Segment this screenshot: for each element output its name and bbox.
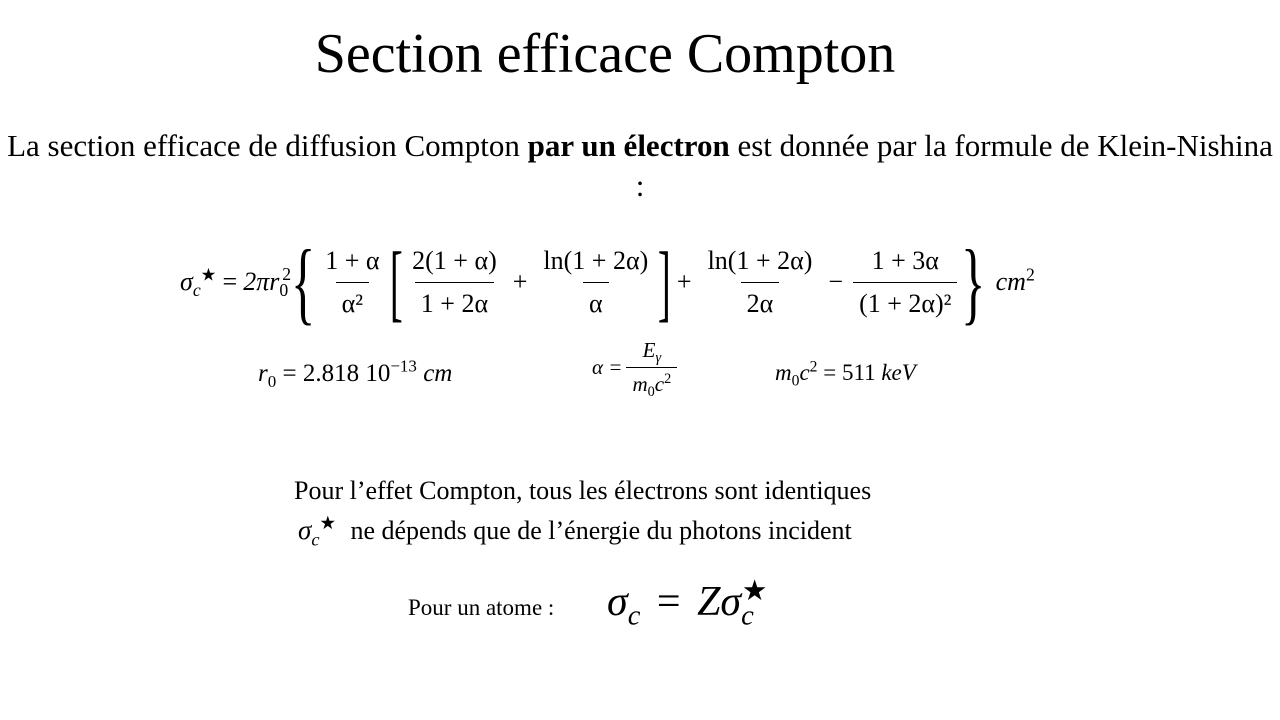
- note-identical-electrons: Pour l’effet Compton, tous les électrons sont identiques: [294, 476, 872, 505]
- alpha-fraction: $\frac{E_\gamma}{m_0c^2}$: [626, 338, 677, 397]
- left-bracket: [: [389, 234, 403, 330]
- plus-sign-1: +: [512, 267, 528, 296]
- right-bracket: ]: [658, 234, 672, 330]
- coefficient: $2\pi r_0^2$: [243, 264, 292, 301]
- equals-sign: =: [222, 267, 238, 296]
- atom-label: Pour un atome :: [408, 595, 555, 620]
- right-brace: }: [961, 231, 986, 333]
- note-energy-text: ne dépends que de l’énergie du photons incident: [350, 516, 852, 545]
- plus-sign-2: +: [676, 267, 692, 296]
- note-energy-dependence: [298, 513, 852, 550]
- alpha-definition: α = $\frac{E_\gamma}{m_0c^2}$: [592, 338, 681, 397]
- intro-bold-text: par un électron: [527, 128, 730, 163]
- intro-text-start: La section efficace de diffusion Compton: [7, 128, 528, 163]
- intro-text-end: est donnée par la formule de Klein-Nishina :: [635, 128, 1273, 203]
- minus-sign: −: [828, 267, 844, 296]
- fraction-term-1: $\frac{1 + \alpha}{\text{α²}}$: [325, 245, 380, 318]
- sigma-star-symbol: $\sigma_c^★$: [180, 264, 217, 301]
- sigma-star-symbol-note: $\sigma_c^★$: [298, 513, 336, 550]
- slide-title: Section efficace Compton: [314, 23, 896, 85]
- rest-energy-definition: $m_0c^2 = 511$ keV: [775, 358, 916, 390]
- klein-nishina-formula: [180, 231, 1140, 333]
- fraction-term-4: $\frac{\ln(1 + 2\alpha)}{2\alpha}$: [707, 245, 813, 318]
- fraction-term-2: $\frac{2(1 + \alpha)}{1 + 2\alpha}$: [412, 245, 497, 318]
- unit-cm2: $cm^2$: [995, 264, 1035, 296]
- fraction-term-3: $\frac{\ln(1 + 2\alpha)}{\alpha}$: [543, 245, 649, 318]
- fraction-term-5: $\frac{1 + 3\alpha}{\text{(1 + 2α)²}}$: [853, 246, 957, 319]
- intro-paragraph: [0, 126, 1280, 206]
- left-brace: {: [290, 231, 316, 333]
- definitions-row: [0, 338, 1280, 410]
- r0-definition: $r_0 = 2.818$ $10^{-13}$ cm: [258, 356, 453, 391]
- atom-equation: $\sigma_c = Z\sigma_c^★$: [607, 576, 768, 632]
